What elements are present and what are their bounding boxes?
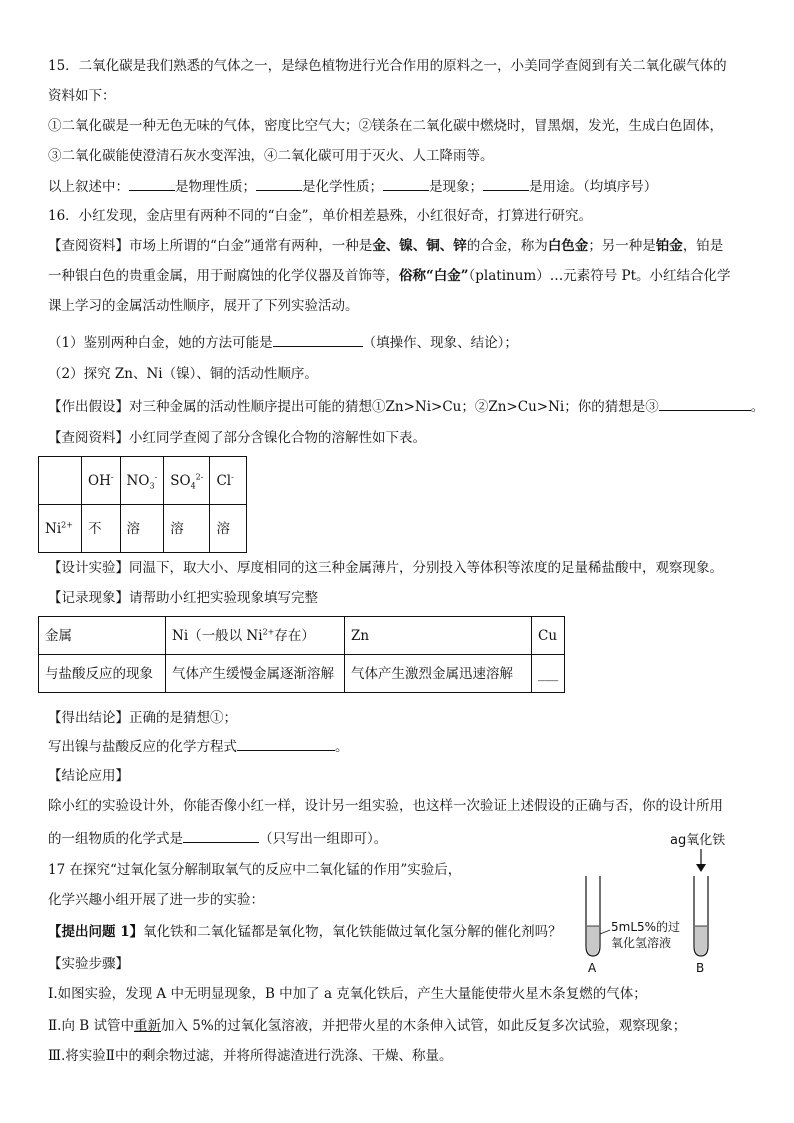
rec-ni-phenomenon: 气体产生缓慢金属逐渐溶解 <box>166 655 345 693</box>
ferric-oxide-label: ag氧化铁 <box>670 833 726 848</box>
q16-p1 <box>48 332 518 353</box>
q16-blank-method[interactable] <box>273 332 363 347</box>
q16-ref3: 课上学习的金属活动性顺序，展开了下列实验活动。 <box>48 298 359 314</box>
tube-b <box>694 876 708 956</box>
q15-line5-a: 以上叙述中： <box>48 179 129 195</box>
q16-ref1 <box>48 236 723 256</box>
q15-line4: ③二氧化碳能使澄清石灰水变浑浊，④二氧化碳可用于灭火、人工降雨等。 <box>48 148 494 164</box>
q17-s3: Ⅲ.将实验Ⅱ中的剩余物过滤，并将所得滤渣进行洗涤、干燥、称量。 <box>48 1048 453 1064</box>
sol-header-no3: $NO_3^-$ <box>120 457 164 505</box>
q15-line5-b: 是物理性质； <box>175 179 256 195</box>
q16-ref2-b: 俗称“白金” <box>399 268 469 284</box>
sol-cell: 不 <box>82 505 121 553</box>
q16-blank-guess[interactable] <box>659 396 751 411</box>
q16-ref1-c: 的合金，称为 <box>466 238 548 254</box>
solution-label-1: 5mL5%的过 <box>611 920 681 934</box>
q16-eq-a: 写出镍与盐酸反应的化学方程式 <box>48 739 237 755</box>
sol-header-so4: $SO_4^{2-}$ <box>164 457 210 505</box>
q16-ref1-d: 白色金 <box>547 238 589 254</box>
q17-s2-a: Ⅱ.向 B 试管中 <box>48 1018 134 1034</box>
q17-l3 <box>48 922 562 942</box>
q15-line5 <box>48 176 657 197</box>
sol-cell: 溶 <box>120 505 164 553</box>
q16-design: 【设计实验】同温下，取大小、厚度相同的这三种金属薄片，分别投入等体积等浓度的足量稀盐酸中，观察现象。 <box>48 560 723 576</box>
q16-app: 【结论应用】 <box>48 768 129 784</box>
rec-zn-phenomenon: 气体产生激烈金属迅速溶解 <box>345 655 532 693</box>
q17-s2-b: 重新 <box>133 1018 161 1034</box>
record-table <box>38 616 565 693</box>
sol-header-oh: OH- <box>82 457 121 505</box>
sol-cell: 溶 <box>210 505 247 553</box>
q16-ref1-a: 【查阅资料】市场上所谓的“白金”通常有两种，一种是 <box>48 238 373 254</box>
sol-row-ni: $Ni^{2+}$ <box>39 505 82 553</box>
q15-blank1[interactable] <box>129 176 175 191</box>
q16-concl: 【得出结论】正确的是猜想①； <box>48 710 237 726</box>
sol-header-cl: Cl- <box>210 457 247 505</box>
tube-a <box>586 876 600 956</box>
q15-line3: ①二氧化碳是一种无色无味的气体，密度比空气大；②镁条在二氧化碳中燃烧时，冒黑烟，发光，生成白色固体， <box>48 118 723 134</box>
q15-line5-d: 是现象； <box>429 179 483 195</box>
q16-ref1-g: ，铂是 <box>682 238 724 254</box>
q16-ref1-e: ；另一种是 <box>588 238 656 254</box>
q16-ref4: 【查阅资料】小红同学查阅了部分含镍化合物的溶解性如下表。 <box>48 430 426 446</box>
test-tube-figure <box>570 826 750 976</box>
rec-header-ni: Ni（一般以 $Ni^{2+}$存在） <box>166 617 345 655</box>
q16-blank-formula[interactable] <box>183 828 259 843</box>
sol-corner <box>39 457 82 505</box>
q17-l4: 【实验步骤】 <box>48 956 129 972</box>
q16-hyp-b: 。 <box>750 399 765 415</box>
tube-b-label: B <box>696 961 705 975</box>
tube-a-label: A <box>588 961 597 975</box>
q16-blank-equation[interactable] <box>237 736 335 751</box>
q16-p1-a: （1）鉴别两种白金，她的方法可能是 <box>48 335 273 351</box>
q15-line1: 15．二氧化碳是我们熟悉的气体之一，是绿色植物进行光合作用的原料之一，小美同学查阅到有关二氧化碳气体的 <box>48 58 727 74</box>
sol-cell: 溶 <box>164 505 210 553</box>
q16-app2-b: （只写出一组即可）。 <box>259 831 388 847</box>
rec-cu-blank[interactable]: ___ <box>532 655 565 693</box>
q16-app2 <box>48 828 387 849</box>
q16-ref2 <box>48 266 731 286</box>
q16-app2-a: 的一组物质的化学式是 <box>48 831 183 847</box>
q15-line5-c: 是化学性质； <box>302 179 383 195</box>
q15-blank3[interactable] <box>383 176 429 191</box>
q17-s1: Ⅰ.如图实验，发现 A 中无明显现象，B 中加了 a 克氧化铁后，产生大量能使带火星木条复燃的气体； <box>48 986 647 1002</box>
q16-ref1-f: 铂金 <box>655 238 683 254</box>
q16-app1: 除小红的实验设计外，你能否像小红一样，设计另一组实验，也这样一次验证上述假设的正确与否，你的设计所用 <box>48 798 723 814</box>
q16-eq-b: 。 <box>335 739 349 755</box>
q17-s2 <box>48 1016 686 1036</box>
solution-label-2: 氧化氢溶液 <box>611 936 672 950</box>
q16-p2: （2）探究 Zn、Ni（镍）、铜的活动性顺序。 <box>48 366 318 382</box>
q15-blank2[interactable] <box>256 176 302 191</box>
label-pointer <box>600 930 610 934</box>
q15-line5-e: 是用途。（均填序号） <box>529 179 658 195</box>
arrow-head-icon <box>696 864 706 872</box>
rec-header-zn: Zn <box>345 617 532 655</box>
solubility-table <box>38 456 247 553</box>
q16-ref2-a: 一种银白色的贵重金属，用于耐腐蚀的化学仪器及首饰等， <box>48 268 399 284</box>
q16-ref1-b: 金、镍、铜、锌 <box>372 238 467 254</box>
q15-blank4[interactable] <box>483 176 529 191</box>
q17-l2: 化学兴趣小组开展了进一步的实验： <box>48 892 264 908</box>
q16-ref2-c: （platinum）…元素符号 Pt。小红结合化学 <box>468 268 731 284</box>
q15-line2: 资料如下： <box>48 88 116 104</box>
q17-l1: 17 在探究“过氧化氢分解制取氧气的反应中二氧化锰的作用”实验后， <box>48 862 462 878</box>
q16-record: 【记录现象】请帮助小红把实验现象填写完整 <box>48 590 318 606</box>
q16-hyp-a: 【作出假设】对三种金属的活动性顺序提出可能的猜想①Zn>Ni>Cu；②Zn>Cu>Ni；你的猜想是③ <box>48 399 659 415</box>
q16-eq <box>48 736 349 757</box>
q17-s2-c: 加入 5%的过氧化氢溶液，并把带火星的木条伸入试管，如此反复多次试验，观察现象； <box>160 1018 687 1034</box>
rec-header-cu: Cu <box>532 617 565 655</box>
q16-p1-b: （填操作、现象、结论）； <box>362 335 518 351</box>
q17-l3-a: 【提出问题 1】 <box>48 924 144 940</box>
q16-hyp <box>48 396 764 417</box>
rec-header-metal: 金属 <box>39 617 166 655</box>
q16-intro: 16．小红发现，金店里有两种不同的“白金”，单价相差悬殊，小红很好奇，打算进行研究。 <box>48 208 592 224</box>
q17-l3-b: 氧化铁和二氧化锰都是氧化物，氧化铁能做过氧化氢分解的催化剂吗？ <box>143 924 562 940</box>
rec-row-label: 与盐酸反应的现象 <box>39 655 166 693</box>
